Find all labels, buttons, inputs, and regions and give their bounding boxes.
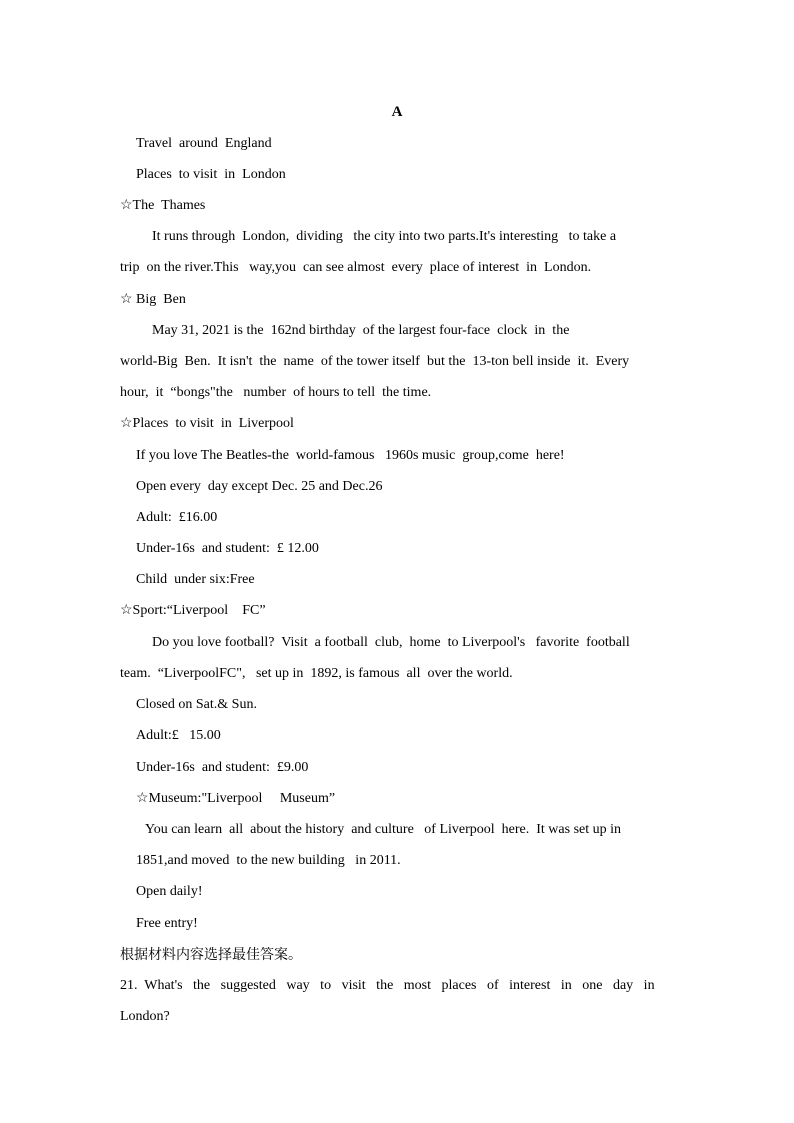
museum-entry: Free entry! xyxy=(136,916,198,931)
liverpool-open-days: Open every day except Dec. 25 and Dec.26 xyxy=(136,479,383,494)
section-title: A xyxy=(391,104,403,120)
bigben-text-line3: hour, it “bongs"the number of hours to tell the time. xyxy=(120,385,432,400)
heading-travel-england: Travel around England xyxy=(136,136,272,151)
sport-closed-days: Closed on Sat.& Sun. xyxy=(136,697,257,712)
museum-label: ☆Museum:"Liverpool Museum” xyxy=(136,791,336,806)
liverpool-label: ☆Places to visit in Liverpool xyxy=(120,416,294,431)
sport-label: ☆Sport:“Liverpool FC” xyxy=(120,603,266,618)
thames-label: ☆The Thames xyxy=(120,198,206,213)
sport-text-line1: Do you love football? Visit a football club, home to Liverpool's favorite football xyxy=(152,635,630,650)
thames-text-line2: trip on the river.This way,you can see almost every place of interest in London. xyxy=(120,260,592,275)
museum-text-line1: You can learn all about the history and culture of Liverpool here. It was set up in xyxy=(145,822,622,837)
liverpool-intro: If you love The Beatles-the world-famous 1960s music group,come here! xyxy=(136,448,565,463)
liverpool-child-price: Child under six:Free xyxy=(136,572,255,587)
liverpool-adult-price: Adult: £16.00 xyxy=(136,510,218,525)
museum-text-line2: 1851,and moved to the new building in 2011. xyxy=(136,853,401,868)
bigben-label: ☆ Big Ben xyxy=(120,292,186,307)
sport-text-line2: team. “LiverpoolFC", set up in 1892, is famous all over the world. xyxy=(120,666,513,681)
museum-open: Open daily! xyxy=(136,884,203,899)
bigben-text-line1: May 31, 2021 is the 162nd birthday of the largest four-face clock in the xyxy=(152,323,570,338)
instruction-text: 根据材料内容选择最佳答案。 xyxy=(120,947,302,963)
liverpool-under16-price: Under-16s and student: £ 12.00 xyxy=(136,541,319,556)
thames-text-line1: It runs through London, dividing the city into two parts.It's interesting to take a xyxy=(152,229,617,244)
question-21-line2: London? xyxy=(120,1009,170,1024)
bigben-text-line2: world-Big Ben. It isn't the name of the tower itself but the 13-ton bell inside it. Every xyxy=(120,354,630,369)
question-21-line1: 21. What's the suggested way to visit the most places of interest in one day in xyxy=(120,978,655,993)
sport-adult-price: Adult:£ 15.00 xyxy=(136,728,221,743)
sport-under16-price: Under-16s and student: £9.00 xyxy=(136,760,309,775)
heading-london-places: Places to visit in London xyxy=(136,167,286,182)
